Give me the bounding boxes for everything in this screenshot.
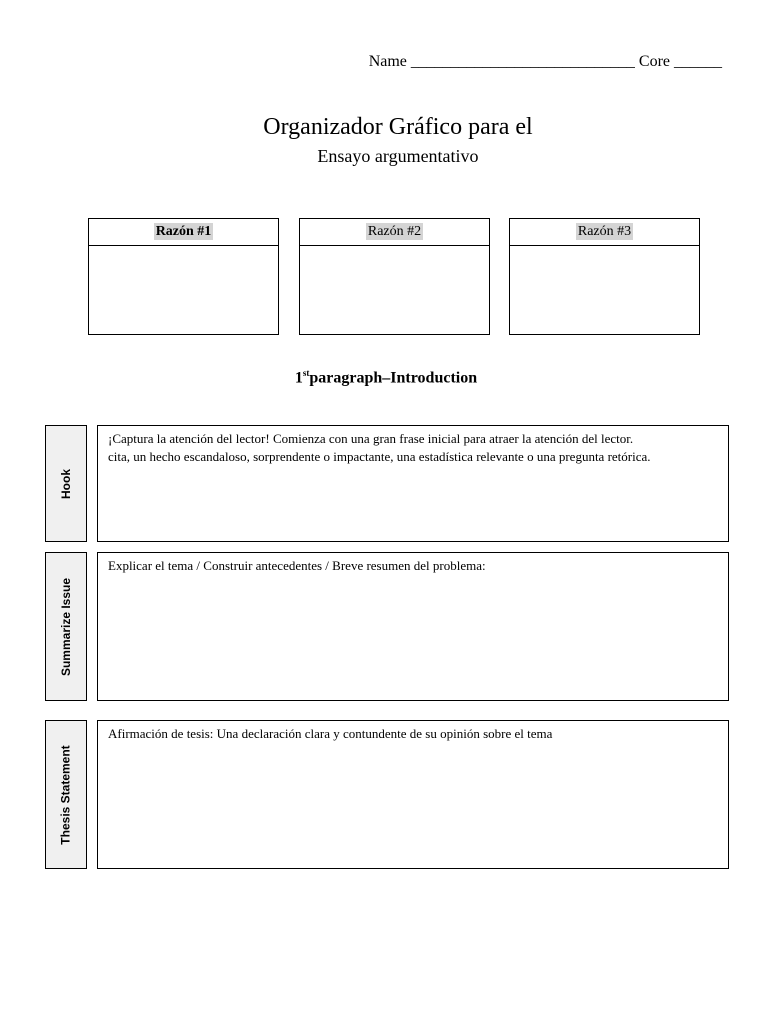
hook-instruction-2: cita, un hecho escandaloso, sorprendente o impactante, una estadística relevante o una pregunta retórica. bbox=[108, 449, 651, 464]
reason-label: Razón #1 bbox=[155, 224, 212, 239]
hook-box[interactable] bbox=[97, 425, 729, 542]
reason-label: Razón #2 bbox=[367, 224, 422, 239]
core-blank[interactable]: ______ bbox=[674, 53, 722, 70]
paragraph-ordinal: st bbox=[302, 368, 310, 378]
reason-header bbox=[89, 219, 278, 246]
paragraph-number: 1 bbox=[294, 369, 303, 387]
paragraph-heading bbox=[0, 368, 768, 387]
name-blank[interactable]: ____________________________ bbox=[410, 53, 635, 70]
paragraph-heading-text: paragraph–Introduction bbox=[309, 369, 478, 387]
summarize-instruction: Explicar el tema / Construir antecedentes / Breve resumen del problema: bbox=[108, 558, 486, 573]
hook-instruction-1: ¡Captura la atención del lector! Comienza con una gran frase inicial para atraer la atención del lector. bbox=[108, 431, 634, 446]
hook-tab-label: Hook bbox=[59, 468, 73, 499]
name-core-line bbox=[369, 53, 722, 71]
page-subtitle: Ensayo argumentativo bbox=[317, 146, 479, 166]
thesis-instruction: Afirmación de tesis: Una declaración clara y contundente de su opinión sobre el tema bbox=[108, 726, 553, 741]
thesis-statement-tab bbox=[45, 720, 87, 869]
core-label: Core bbox=[638, 53, 670, 70]
summarize-issue-box[interactable] bbox=[97, 552, 729, 701]
reason-box-1[interactable] bbox=[88, 218, 279, 335]
summarize-tab-label: Summarize Issue bbox=[59, 577, 74, 676]
page-title: Organizador Gráfico para el bbox=[263, 114, 533, 140]
thesis-tab-label: Thesis Statement bbox=[59, 744, 73, 845]
reason-box-3[interactable] bbox=[509, 218, 700, 335]
reason-header bbox=[300, 219, 489, 246]
hook-tab bbox=[45, 425, 87, 542]
summarize-issue-tab bbox=[45, 552, 87, 701]
name-label: Name bbox=[368, 53, 407, 70]
reason-label: Razón #3 bbox=[577, 224, 632, 239]
reason-header bbox=[510, 219, 699, 246]
thesis-statement-box[interactable] bbox=[97, 720, 729, 869]
reason-box-2[interactable] bbox=[299, 218, 490, 335]
